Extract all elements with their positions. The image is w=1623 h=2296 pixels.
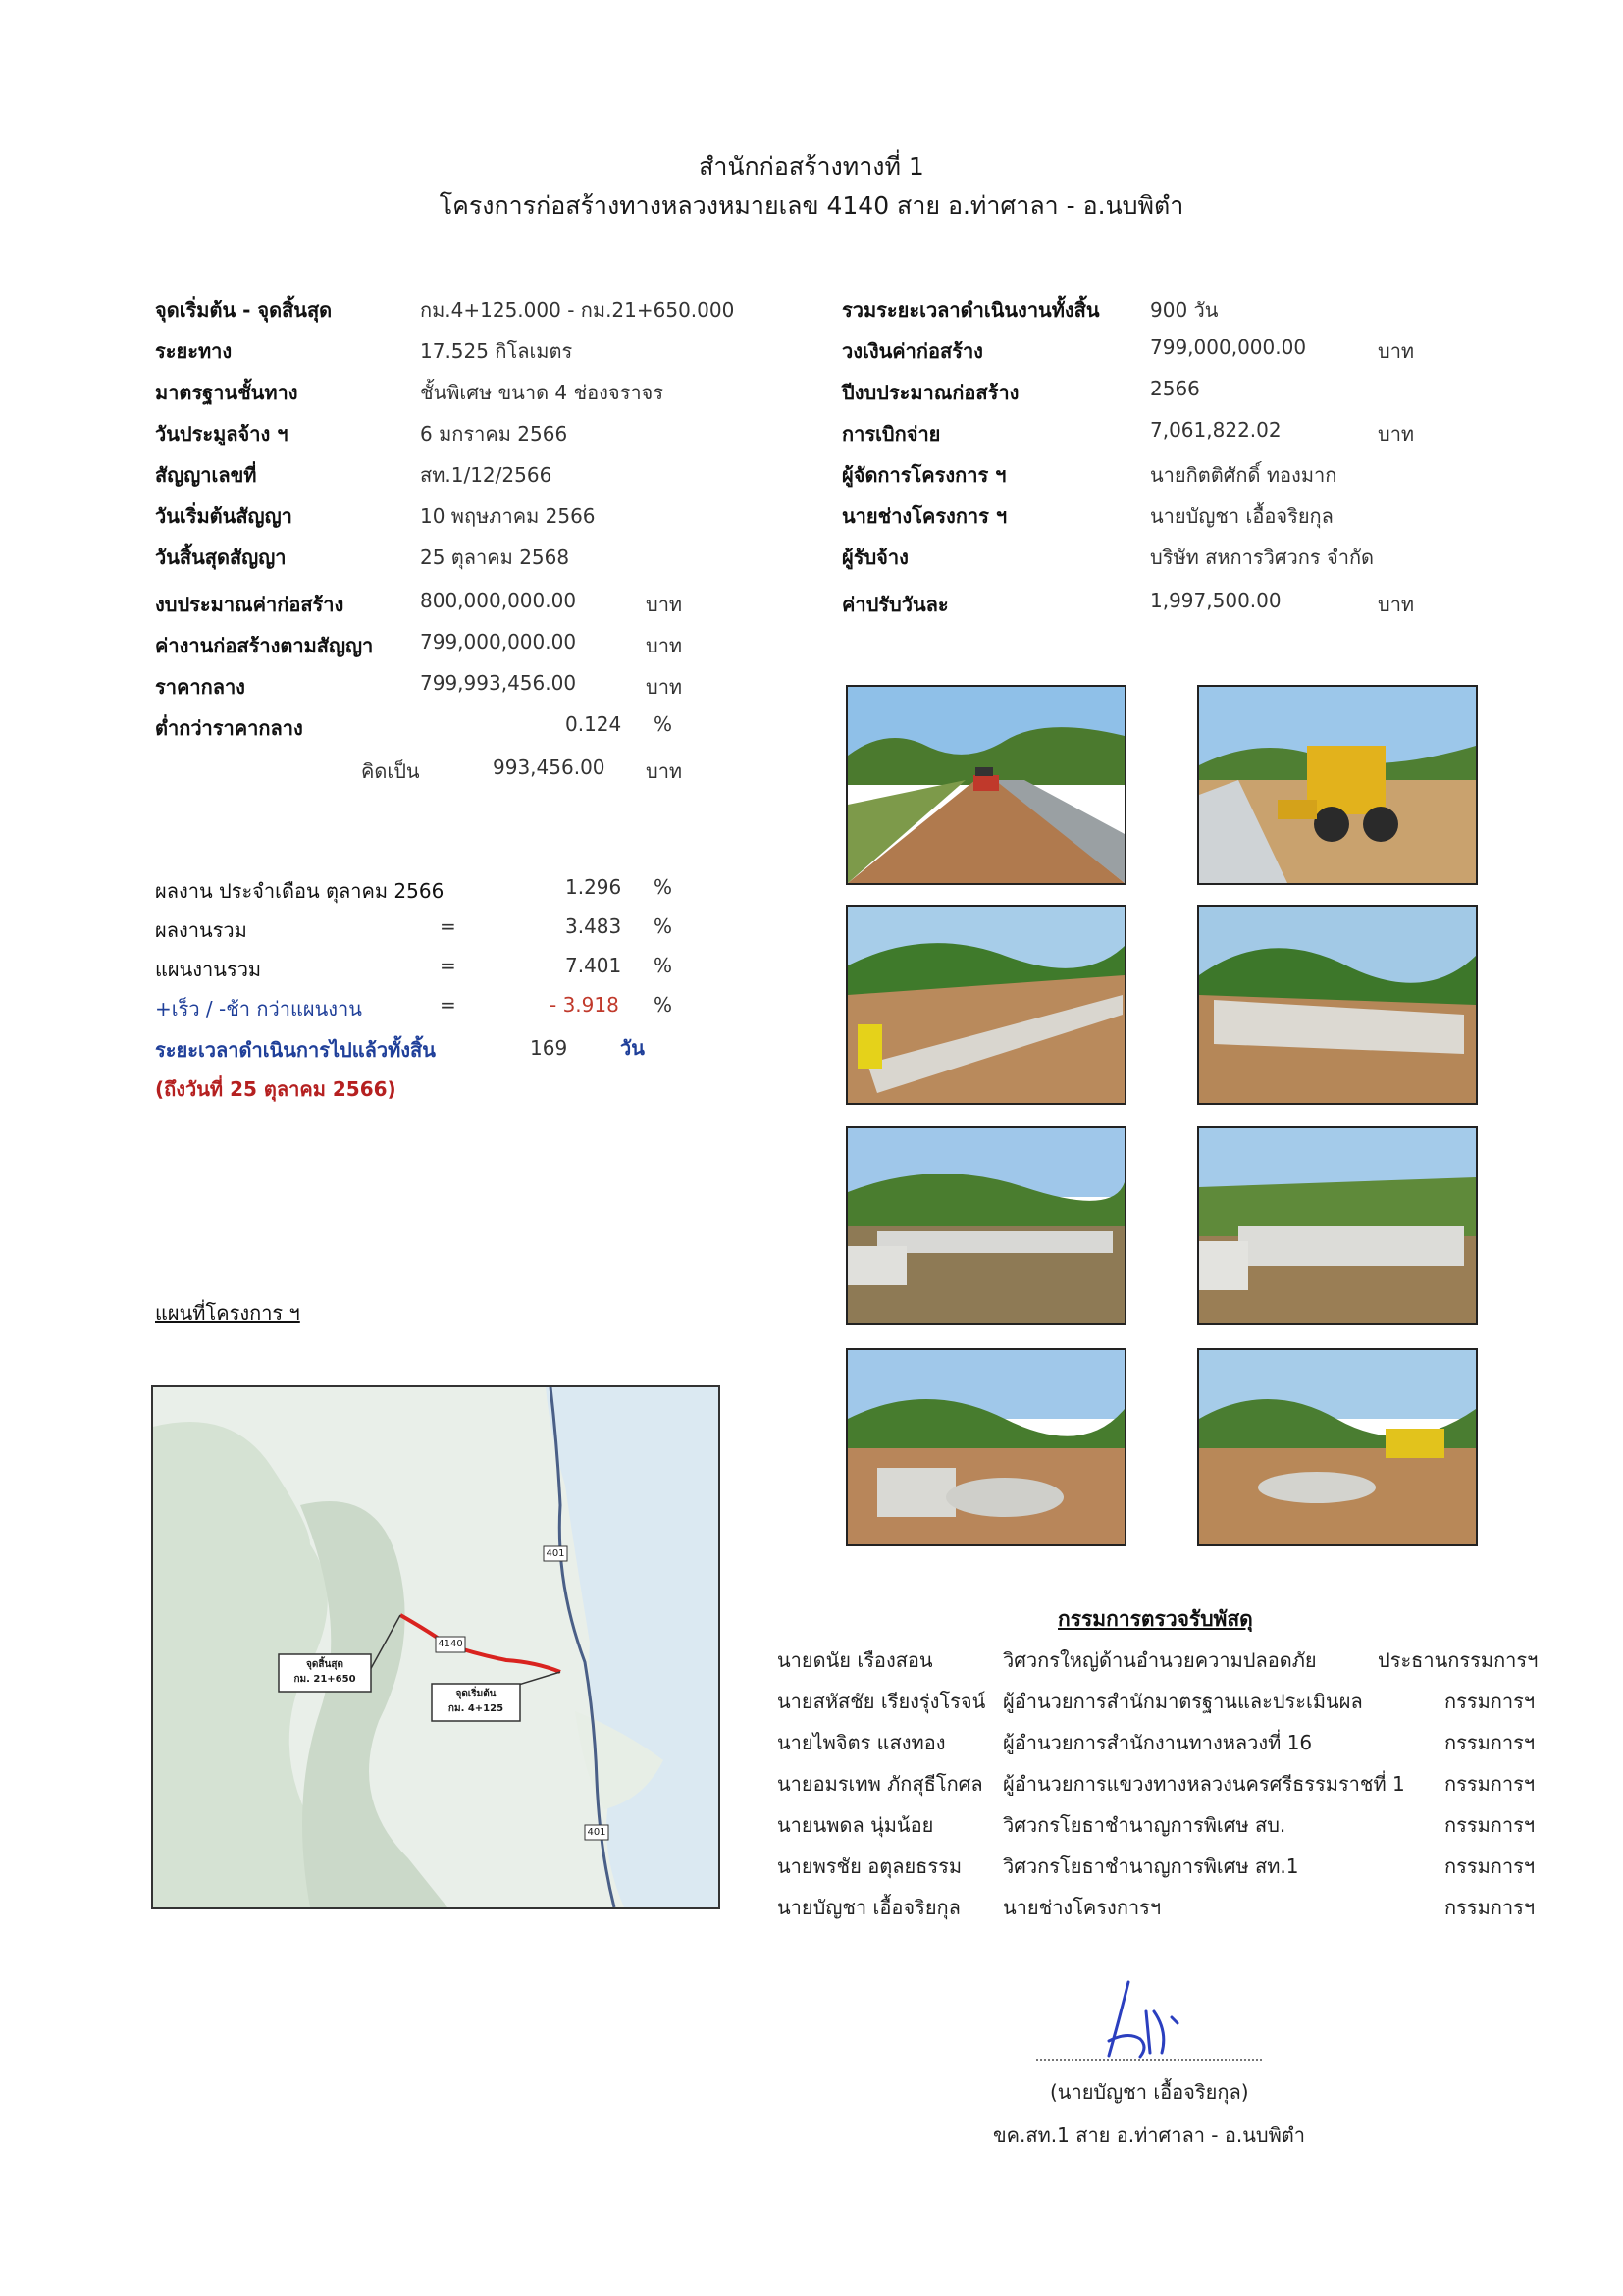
plan-progress-eq: = bbox=[440, 954, 456, 977]
road-standard-label: มาตรฐานชั้นทาง bbox=[155, 381, 298, 404]
daily-fine-label: ค่าปรับวันละ bbox=[842, 593, 949, 616]
monthly-progress-label: ผลงาน ประจำเดือน ตุลาคม 2566 bbox=[155, 879, 445, 903]
bid-date-label: วันประมูลจ้าง ฯ bbox=[155, 422, 288, 445]
elapsed-label: ระยะเวลาดำเนินการไปแล้วทั้งสิ้น bbox=[155, 1038, 436, 1062]
plan-progress-label: แผนงานรวม bbox=[155, 958, 262, 981]
contract-no-label: สัญญาเลขที่ bbox=[155, 463, 257, 487]
start-end-value: กม.4+125.000 - กม.21+650.000 bbox=[420, 298, 735, 322]
duration-value: 900 วัน bbox=[1150, 298, 1219, 322]
member-role: กรรมการฯ bbox=[1444, 1731, 1536, 1754]
plan-progress-pct: % bbox=[654, 954, 673, 977]
site-photo-pipes-1 bbox=[846, 1126, 1126, 1325]
monthly-progress-pct: % bbox=[654, 875, 673, 899]
construction-amount-label: วงเงินค่าก่อสร้าง bbox=[842, 339, 983, 363]
member-position: ผู้อำนวยการสำนักมาตรฐานและประเมินผล bbox=[1003, 1690, 1363, 1713]
site-photo-wall-worker bbox=[846, 905, 1126, 1105]
total-progress-label: ผลงานรวม bbox=[155, 918, 247, 942]
member-position: ผู้อำนวยการแขวงทางหลวงนครศรีธรรมราชที่ 1 bbox=[1003, 1772, 1405, 1796]
member-role: กรรมการฯ bbox=[1444, 1896, 1536, 1919]
member-name: นายนพดล นุ่มน้อย bbox=[777, 1813, 934, 1837]
daily-fine-unit: บาท bbox=[1378, 593, 1415, 616]
contract-value-value: 799,000,000.00 bbox=[420, 630, 577, 653]
diff-progress-label: +เร็ว / -ช้า กว่าแผนงาน bbox=[155, 997, 362, 1020]
map-end-km: กม. 21+650 bbox=[293, 1674, 356, 1685]
member-position: ผู้อำนวยการสำนักงานทางหลวงที่ 16 bbox=[1003, 1731, 1313, 1754]
as-of-date: (ถึงวันที่ 25 ตุลาคม 2566) bbox=[155, 1077, 396, 1101]
member-name: นายไพจิตร แสงทอง bbox=[777, 1731, 946, 1754]
start-end-label: จุดเริ่มต้น - จุดสิ้นสุด bbox=[155, 298, 333, 322]
member-name: นายพรชัย อตุลยธรรม bbox=[777, 1854, 963, 1878]
map-road-4140: 4140 bbox=[438, 1639, 463, 1649]
road-standard-value: ชั้นพิเศษ ขนาด 4 ช่องจราจร bbox=[420, 381, 664, 404]
disbursement-unit: บาท bbox=[1378, 422, 1415, 445]
map-heading: แผนที่โครงการ ฯ bbox=[155, 1301, 300, 1325]
monthly-progress-value: 1.296 bbox=[565, 875, 622, 899]
contract-end-value: 25 ตุลาคม 2568 bbox=[420, 546, 570, 569]
fiscal-year-label: ปีงบประมาณก่อสร้าง bbox=[842, 381, 1020, 404]
duration-label: รวมระยะเวลาดำเนินงานทั้งสิ้น bbox=[842, 298, 1100, 322]
disbursement-label: การเบิกจ่าย bbox=[842, 422, 941, 445]
contract-start-label: วันเริ่มต้นสัญญา bbox=[155, 504, 292, 528]
budget-label: งบประมาณค่าก่อสร้าง bbox=[155, 593, 344, 616]
budget-value: 800,000,000.00 bbox=[420, 589, 577, 612]
site-photo-pipes-2 bbox=[1197, 1126, 1478, 1325]
disbursement-value: 7,061,822.02 bbox=[1150, 418, 1282, 442]
member-position: วิศวกรโยธาชำนาญการพิเศษ สท.1 bbox=[1003, 1854, 1299, 1878]
elapsed-unit: วัน bbox=[620, 1036, 645, 1060]
committee-heading: กรรมการตรวจรับพัสดุ bbox=[1058, 1607, 1253, 1631]
map-end-title: จุดสิ้นสุด bbox=[306, 1659, 343, 1670]
member-role: กรรมการฯ bbox=[1444, 1772, 1536, 1796]
site-photo-drainage-2 bbox=[1197, 1348, 1478, 1546]
budget-unit: บาท bbox=[646, 593, 683, 616]
diff-progress-eq: = bbox=[440, 993, 456, 1017]
member-name: นายบัญชา เอื้อจริยกุล bbox=[777, 1896, 961, 1919]
below-median-unit: % bbox=[654, 712, 673, 736]
member-role: ประธานกรรมการฯ bbox=[1378, 1648, 1539, 1672]
distance-value: 17.525 กิโลเมตร bbox=[420, 339, 573, 363]
elapsed-value: 169 bbox=[530, 1036, 568, 1060]
contract-no-value: สท.1/12/2566 bbox=[420, 463, 552, 487]
project-title: โครงการก่อสร้างทางหลวงหมายเลข 4140 สาย อ.ท่าศาลา - อ.นบพิตำ bbox=[439, 191, 1184, 220]
member-role: กรรมการฯ bbox=[1444, 1854, 1536, 1878]
signature-mark bbox=[1089, 1962, 1197, 2070]
kid-pen-label: คิดเป็น bbox=[361, 759, 420, 783]
page-title: สำนักก่อสร้างทางที่ 1 bbox=[699, 152, 924, 181]
member-name: นายอมรเทพ ภักสุธีโกศล bbox=[777, 1772, 983, 1796]
contractor-label: ผู้รับจ้าง bbox=[842, 546, 909, 569]
project-engineer-value: นายบัญชา เอื้อจริยกุล bbox=[1150, 504, 1334, 528]
fiscal-year-value: 2566 bbox=[1150, 377, 1200, 400]
construction-amount-value: 799,000,000.00 bbox=[1150, 336, 1307, 359]
site-photo-wall bbox=[1197, 905, 1478, 1105]
below-median-label: ต่ำกว่าราคากลาง bbox=[155, 716, 303, 740]
contractor-value: บริษัท สหการวิศวกร จำกัด bbox=[1150, 546, 1375, 569]
diff-progress-pct: % bbox=[654, 993, 673, 1017]
contract-value-unit: บาท bbox=[646, 634, 683, 657]
median-price-unit: บาท bbox=[646, 675, 683, 699]
contract-start-value: 10 พฤษภาคม 2566 bbox=[420, 504, 596, 528]
distance-label: ระยะทาง bbox=[155, 339, 233, 363]
construction-amount-unit: บาท bbox=[1378, 339, 1415, 363]
median-price-label: ราคากลาง bbox=[155, 675, 245, 699]
total-progress-eq: = bbox=[440, 914, 456, 938]
site-photo-drainage-1 bbox=[846, 1348, 1126, 1546]
member-name: นายดนัย เรืองสอน bbox=[777, 1648, 933, 1672]
member-position: นายช่างโครงการฯ bbox=[1003, 1896, 1162, 1919]
contract-end-label: วันสิ้นสุดสัญญา bbox=[155, 546, 287, 569]
bid-date-value: 6 มกราคม 2566 bbox=[420, 422, 568, 445]
kid-pen-unit: บาท bbox=[646, 759, 683, 783]
member-position: วิศวกรใหญ่ด้านอำนวยความปลอดภัย bbox=[1003, 1648, 1317, 1672]
project-engineer-label: นายช่างโครงการ ฯ bbox=[842, 504, 1008, 528]
plan-progress-value: 7.401 bbox=[565, 954, 622, 977]
total-progress-pct: % bbox=[654, 914, 673, 938]
contract-value-label: ค่างานก่อสร้างตามสัญญา bbox=[155, 634, 374, 657]
member-position: วิศวกรโยธาชำนาญการพิเศษ สบ. bbox=[1003, 1813, 1286, 1837]
map-road-401-south: 401 bbox=[587, 1827, 606, 1838]
below-median-value: 0.124 bbox=[565, 712, 622, 736]
site-photo-roller bbox=[846, 685, 1126, 885]
map-start-km: กม. 4+125 bbox=[447, 1703, 504, 1714]
map-start-title: จุดเริ่มต้น bbox=[455, 1689, 497, 1699]
diff-progress-value: - 3.918 bbox=[550, 993, 619, 1017]
project-map bbox=[151, 1385, 720, 1909]
signer-name: (นายบัญชา เอื้อจริยกุล) bbox=[1050, 2080, 1249, 2104]
site-photo-grader bbox=[1197, 685, 1478, 885]
member-role: กรรมการฯ bbox=[1444, 1813, 1536, 1837]
map-road-401-north: 401 bbox=[546, 1548, 565, 1559]
member-name: นายสหัสชัย เรียงรุ่งโรจน์ bbox=[777, 1690, 986, 1713]
kid-pen-value: 993,456.00 bbox=[493, 756, 605, 779]
signer-office: ขค.สท.1 สาย อ.ท่าศาลา - อ.นบพิตำ bbox=[993, 2123, 1306, 2147]
total-progress-value: 3.483 bbox=[565, 914, 622, 938]
median-price-value: 799,993,456.00 bbox=[420, 671, 577, 695]
project-manager-value: นายกิตติศักดิ์ ทองมาก bbox=[1150, 463, 1337, 487]
daily-fine-value: 1,997,500.00 bbox=[1150, 589, 1282, 612]
member-role: กรรมการฯ bbox=[1444, 1690, 1536, 1713]
signature-line bbox=[1036, 2059, 1262, 2061]
project-manager-label: ผู้จัดการโครงการ ฯ bbox=[842, 463, 1007, 487]
